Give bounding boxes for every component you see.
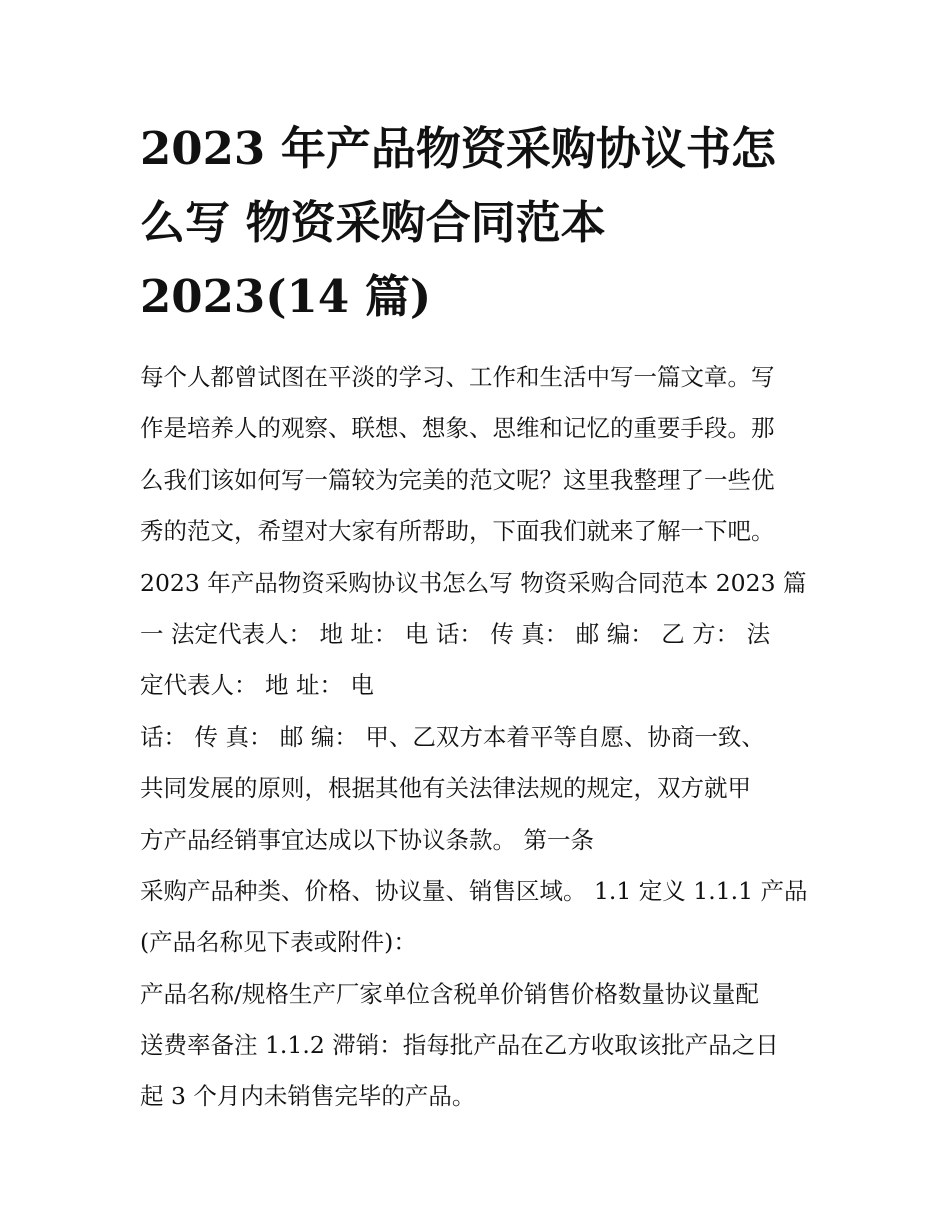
body-line: 产品名称/规格生产厂家单位含税单价销售价格数量协议量配 [140,979,759,1008]
body-line: 一 法定代表人： 地 址： 电 话： 传 真： 邮 编： 乙 方： 法 [140,619,771,648]
body-line: 采购产品种类、价格、协议量、销售区域。 1.1 定义 1.1.1 产品 [140,876,808,905]
body-line: 么我们该如何写一篇较为完美的范文呢？这里我整理了一些优 [140,465,775,494]
title-line: 2023 年产品物资采购协议书怎 [140,122,776,175]
document-page [140,112,820,1123]
body-line: (产品名称见下表或附件)： [140,928,417,957]
body-line: 作是培养人的观察、联想、想象、思维和记忆的重要手段。那 [140,414,775,443]
body-line: 共同发展的原则，根据其他有关法律法规的规定，双方就甲 [140,774,751,803]
body-line: 秀的范文，希望对大家有所帮助，下面我们就来了解一下吧。 [140,517,775,546]
title-line: 2023(14 篇) [140,270,432,323]
body-line: 送费率备注 1.1.2 滞销：指每批产品在乙方收取该批产品之日 [140,1031,779,1060]
body-line: 方产品经销事宜达成以下协议条款。 第一条 [140,825,594,854]
body-line: 定代表人： 地 址： 电 [140,671,374,700]
document-body [140,352,820,1123]
body-line: 每个人都曾试图在平淡的学习、工作和生活中写一篇文章。写 [140,363,775,391]
body-line: 2023 年产品物资采购协议书怎么写 物资采购合同范本 2023 篇 [140,568,807,597]
body-line: 起 3 个月内未销售完毕的产品。 [140,1082,476,1111]
title-line: 么写 物资采购合同范本 [140,196,606,249]
body-line: 话： 传 真： 邮 编： 甲、乙双方本着平等自愿、协商一致、 [140,722,765,751]
document-title [140,112,820,334]
